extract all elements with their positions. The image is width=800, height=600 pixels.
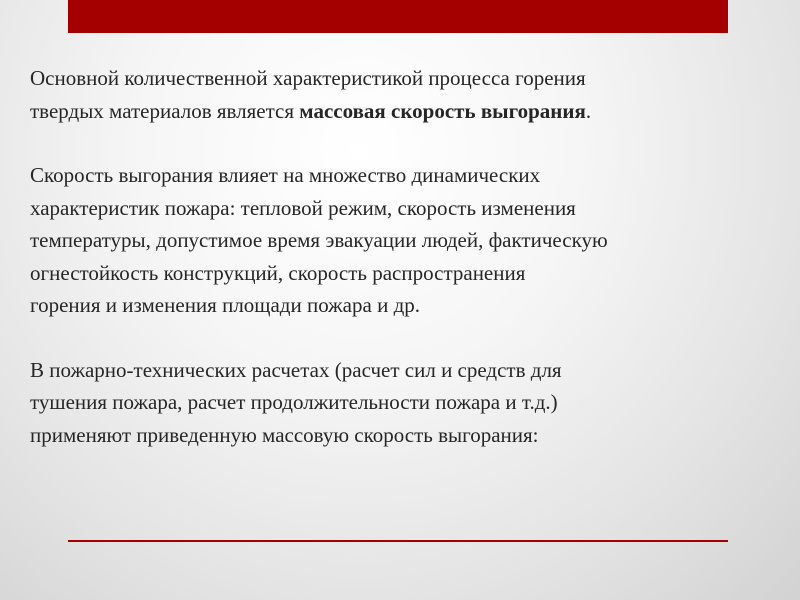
paragraph-mass-burning-rate: [30, 62, 790, 127]
text-line: Основной количественной характеристикой процесса горения: [30, 66, 586, 90]
paragraph-calculations: [30, 354, 790, 452]
text-line: В пожарно-технических расчетах (расчет сил и средств для: [30, 357, 562, 382]
top-accent-bar: [68, 0, 728, 33]
text-line: температуры, допустимое время эвакуации людей, фактическую: [30, 228, 608, 252]
text-line: характеристик пожара: тепловой режим, скорость изменения: [30, 195, 576, 220]
text-line: тушения пожара, расчет продолжительности пожара и т.д.): [30, 390, 558, 414]
slide-body: [30, 62, 790, 451]
text-line: горения и изменения площади пожара и др.: [30, 293, 420, 317]
paragraph-fire-dynamics: [30, 159, 790, 322]
emphasis-term: массовая скорость выгорания: [299, 98, 586, 123]
bottom-divider: [68, 540, 728, 542]
text-fragment: .: [585, 98, 592, 123]
text-line: Скорость выгорания влияет на множество динамических: [30, 163, 541, 187]
text-fragment: твердых материалов является: [30, 98, 300, 123]
text-line: огнестойкость конструкций, скорость распространения: [30, 260, 526, 285]
text-line-with-emphasis: [30, 95, 790, 128]
text-line: применяют приведенную массовую скорость выгорания:: [30, 422, 539, 447]
